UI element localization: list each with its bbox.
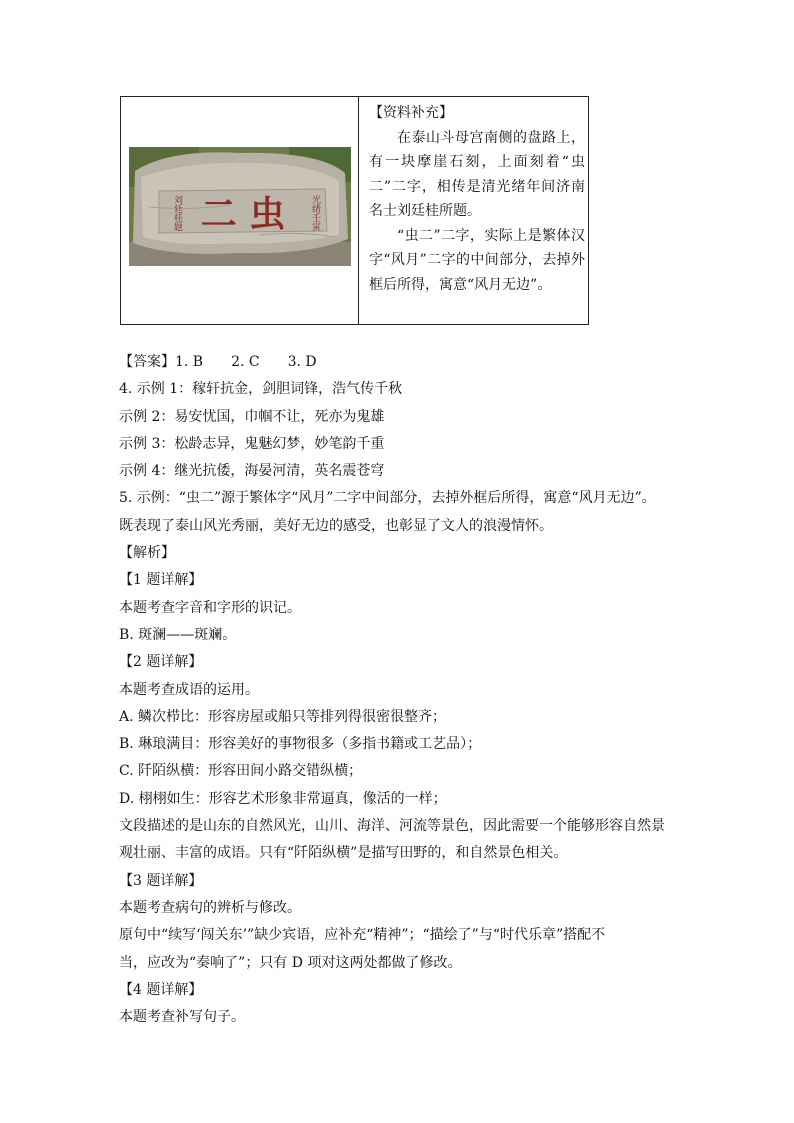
answer-analysis-body — [119, 349, 679, 1031]
body-line: 观壮丽、丰富的成语。只有“阡陌纵横”是描写田野的，和自然景色相关。 — [119, 845, 568, 862]
body-line: 本题考查成语的运用。 — [119, 681, 259, 698]
body-line: 本题考查病句的辨析与修改。 — [119, 899, 301, 916]
table-divider — [358, 97, 359, 324]
body-line: D. 栩栩如生：形容艺术形象非常逼真，像活的一样； — [119, 790, 447, 807]
supplement-heading: 【资料补充】 — [369, 105, 453, 121]
body-line: B. 琳琅满目：形容美好的事物很多（多指书籍或工艺品）； — [119, 736, 482, 753]
body-line: 原句中“续写‘闯关东’”缺少宾语，应补充“精神”；“描绘了”与“时代乐章”搭配不 — [119, 927, 606, 944]
answer-line: 【答案】1. B 2. C 3. D — [119, 354, 317, 370]
stone-left-inscription: 刘廷桂题 — [172, 195, 182, 231]
body-line: 既表现了泰山风光秀丽，美好无边的感受，也彰显了文人的浪漫情怀。 — [119, 517, 553, 534]
stone-inscription-photo — [129, 147, 351, 266]
body-line: 5. 示例：“虫二”源于繁体字“风月”二字中间部分，去掉外框后所得，寓意“风月无边”。 — [119, 490, 656, 507]
example-line: 示例 3：松龄志异，鬼魅幻梦，妙笔韵千重 — [119, 435, 385, 452]
body-line: 当，应改为“奏响了”；只有 D 项对这两处都做了修改。 — [119, 954, 462, 971]
body-line: 本题考查补写句子。 — [119, 1009, 245, 1026]
stone-right-inscription: 光绪壬寅 — [310, 195, 320, 231]
supplement-cell — [369, 101, 585, 297]
example-line: 4. 示例 1：稼轩抗金，剑胆词锋，浩气传千秋 — [119, 381, 403, 398]
section-heading: 【解析】 — [119, 545, 175, 562]
body-line: 本题考查字音和字形的识记。 — [119, 599, 301, 616]
section-heading: 【1 题详解】 — [119, 572, 203, 589]
body-line: 文段描述的是山东的自然风光，山川、海洋、河流等景色，因此需要一个能够形容自然景 — [119, 818, 665, 835]
supplement-table — [120, 96, 589, 325]
example-line: 示例 4：继光抗倭，海晏河清，英名震苍穹 — [119, 463, 385, 480]
supplement-paragraph-1: 在泰山斗母宫南侧的盘路上，有一块摩崖石刻，上面刻着“虫二”二字，相传是清光绪年间济南名士刘廷桂所题。 — [369, 129, 585, 219]
supplement-paragraph-2: “虫二”二字，实际上是繁体汉字“风月”二字的中间部分，去掉外框后所得，寓意“风月无边”。 — [369, 227, 585, 293]
body-line: B. 斑澜——斑斓。 — [119, 626, 237, 643]
stone-main-characters: 二 虫 — [200, 193, 286, 235]
body-line: C. 阡陌纵横：形容田间小路交错纵横； — [119, 763, 363, 780]
example-line: 示例 2：易安忧国，巾帼不让，死亦为鬼雄 — [119, 408, 385, 425]
section-heading: 【4 题详解】 — [119, 981, 203, 998]
section-heading: 【3 题详解】 — [119, 872, 203, 889]
body-line: A. 鳞次栉比：形容房屋或船只等排列得很密很整齐； — [119, 708, 447, 725]
section-heading: 【2 题详解】 — [119, 654, 203, 671]
